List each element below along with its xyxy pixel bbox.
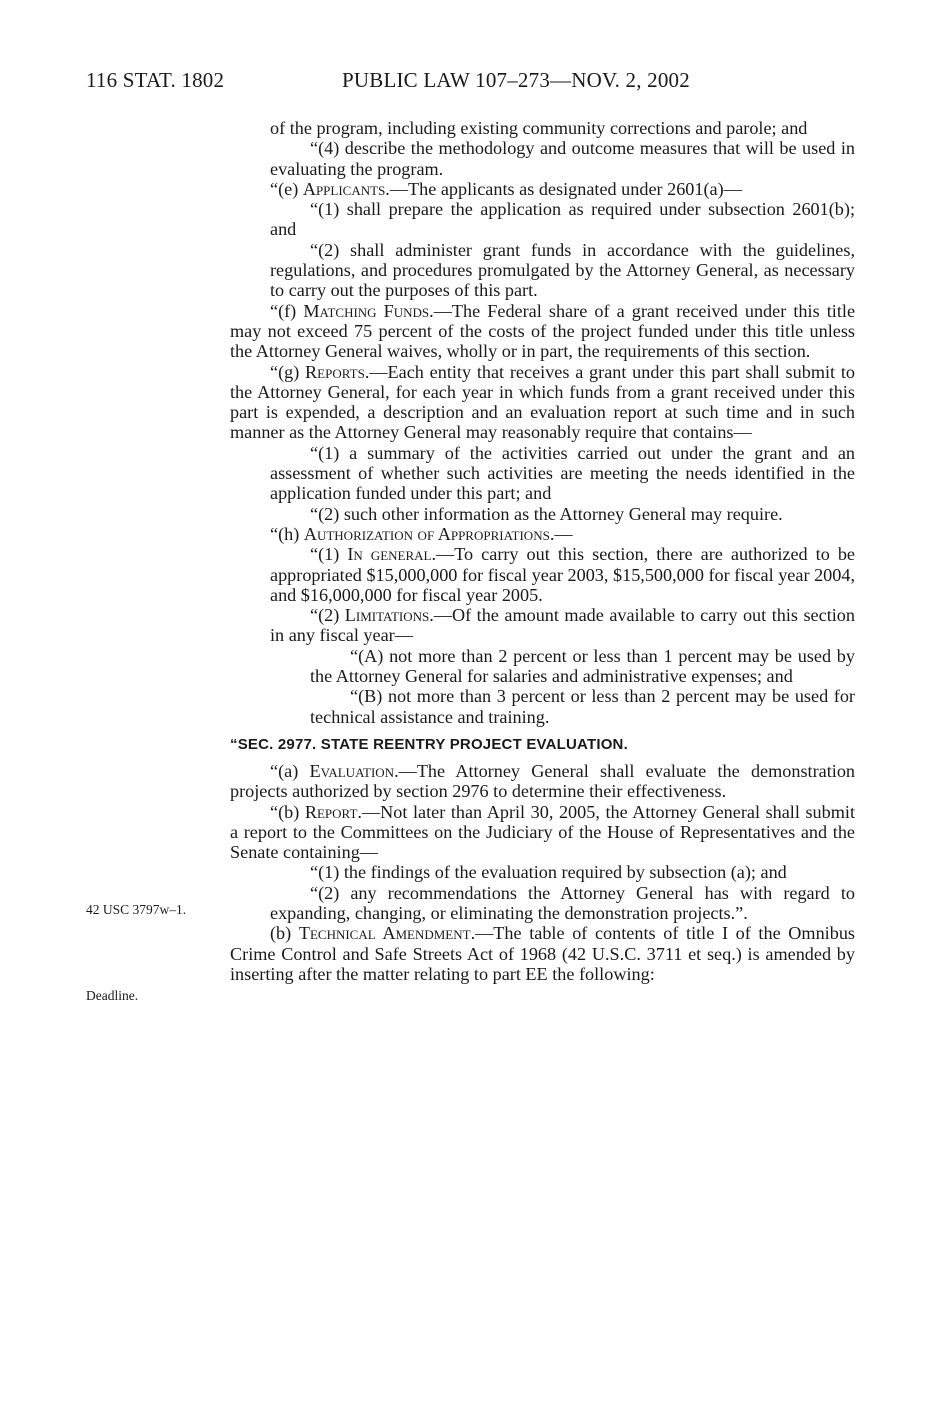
subsection-f-matching-funds: “(f) Matching Funds.—The Federal share of a grant received under this title may not exceed 75 percent of the costs of the project funded under this title unless the Attorney General waives, wholly or in part, the requirements of this section. <box>230 300 856 362</box>
deadline-margin-note: Deadline. <box>86 988 139 1003</box>
paragraph-h2-limitations: “(2) Limitations.—Of the amount made available to carry out this section in any fiscal year— <box>270 605 855 646</box>
subsection-g-reports: “(g) Reports.—Each entity that receives a grant under this part shall submit to the Attorney General, for each year in which funds from a grant received under this part is expended, a description and an evaluation report at such time and in such manner as the Attorney General may reasonably require that contains— <box>230 361 855 443</box>
subsection-heading: Matching Funds <box>303 300 430 321</box>
paragraph-heading: Limitations <box>344 605 430 626</box>
usc-margin-note: 42 USC 3797w–1. <box>86 902 187 917</box>
subsection-heading: Evaluation <box>309 760 395 781</box>
running-head: PUBLIC LAW 107–273—NOV. 2, 2002 <box>342 68 690 92</box>
paragraph-e1: “(1) shall prepare the application as required under subsection 2601(b); and <box>270 199 855 240</box>
paragraph-program-components: of the program, including existing community corrections and parole; and <box>270 118 808 138</box>
paragraph-g1: “(1) a summary of the activities carried out under the grant and an assessment of whether such activities are meeting the needs identified in the application funded under this part; and <box>270 442 855 504</box>
statute-body <box>230 118 855 984</box>
subsection-e-applicants: “(e) Applicants.—The applicants as designated under 2601(a)— <box>270 178 742 199</box>
paragraph-h1-in-general: “(1) In general.—To carry out this section, there are authorized to be appropriated $15,000,000 for fiscal year 2003, $15,500,000 for fiscal year 2004, and $16,000,000 for fiscal year 2005. <box>270 544 856 605</box>
subsection-heading: Reports <box>305 361 365 382</box>
paragraph-b1: “(1) the findings of the evaluation required by subsection (a); and <box>310 862 787 883</box>
paragraph-g2: “(2) such other information as the Attorney General may require. <box>310 503 783 524</box>
subsection-b-report: “(b) Report.—Not later than April 30, 2005, the Attorney General shall submit a report to the Committees on the Judiciary of the House of Representatives and the Senate containing— <box>230 801 855 863</box>
subsection-heading: Authorization of Appropriations <box>303 523 550 544</box>
subsection-heading: Technical Amendment <box>298 923 471 944</box>
paragraph-e2: “(2) shall administer grant funds in accordance with the guidelines, regulations, and procedures promulgated by the Attorney General, as necessary to carry out the purposes of this part. <box>270 239 855 301</box>
paragraph-heading: In general <box>347 544 432 565</box>
page-citation: 116 STAT. 1802 <box>86 68 225 92</box>
paragraph-4-methodology: “(4) describe the methodology and outcome measures that will be used in evaluating the program. <box>270 138 855 179</box>
subsection-h-authorization: “(h) Authorization of Appropriations.— <box>270 523 573 544</box>
subsection-a-evaluation: “(a) Evaluation.—The Attorney General shall evaluate the demonstration projects authorized by section 2976 to determine their effectiveness. <box>230 760 856 802</box>
section-heading: “SEC. 2977. STATE REENTRY PROJECT EVALUATION. <box>230 735 628 753</box>
subsection-heading: Report <box>304 801 358 822</box>
subparagraph-A: “(A) not more than 2 percent or less than 1 percent may be used by the Attorney General for salaries and administrative expenses; and <box>310 645 855 687</box>
subparagraph-B: “(B) not more than 3 percent or less than 2 percent may be used for technical assistance and training. <box>310 686 855 727</box>
paragraph-b2: “(2) any recommendations the Attorney General has with regard to expanding, changing, or eliminating the demonstration projects.”. <box>270 882 855 923</box>
subsection-b-technical-amendment: (b) Technical Amendment.—The table of contents of title I of the Omnibus Crime Control and Safe Streets Act of 1968 (42 U.S.C. 3711 et seq.) is amended by inserting after the matter relating to part EE the following: <box>230 923 855 984</box>
subsection-heading: Applicants <box>302 178 386 199</box>
